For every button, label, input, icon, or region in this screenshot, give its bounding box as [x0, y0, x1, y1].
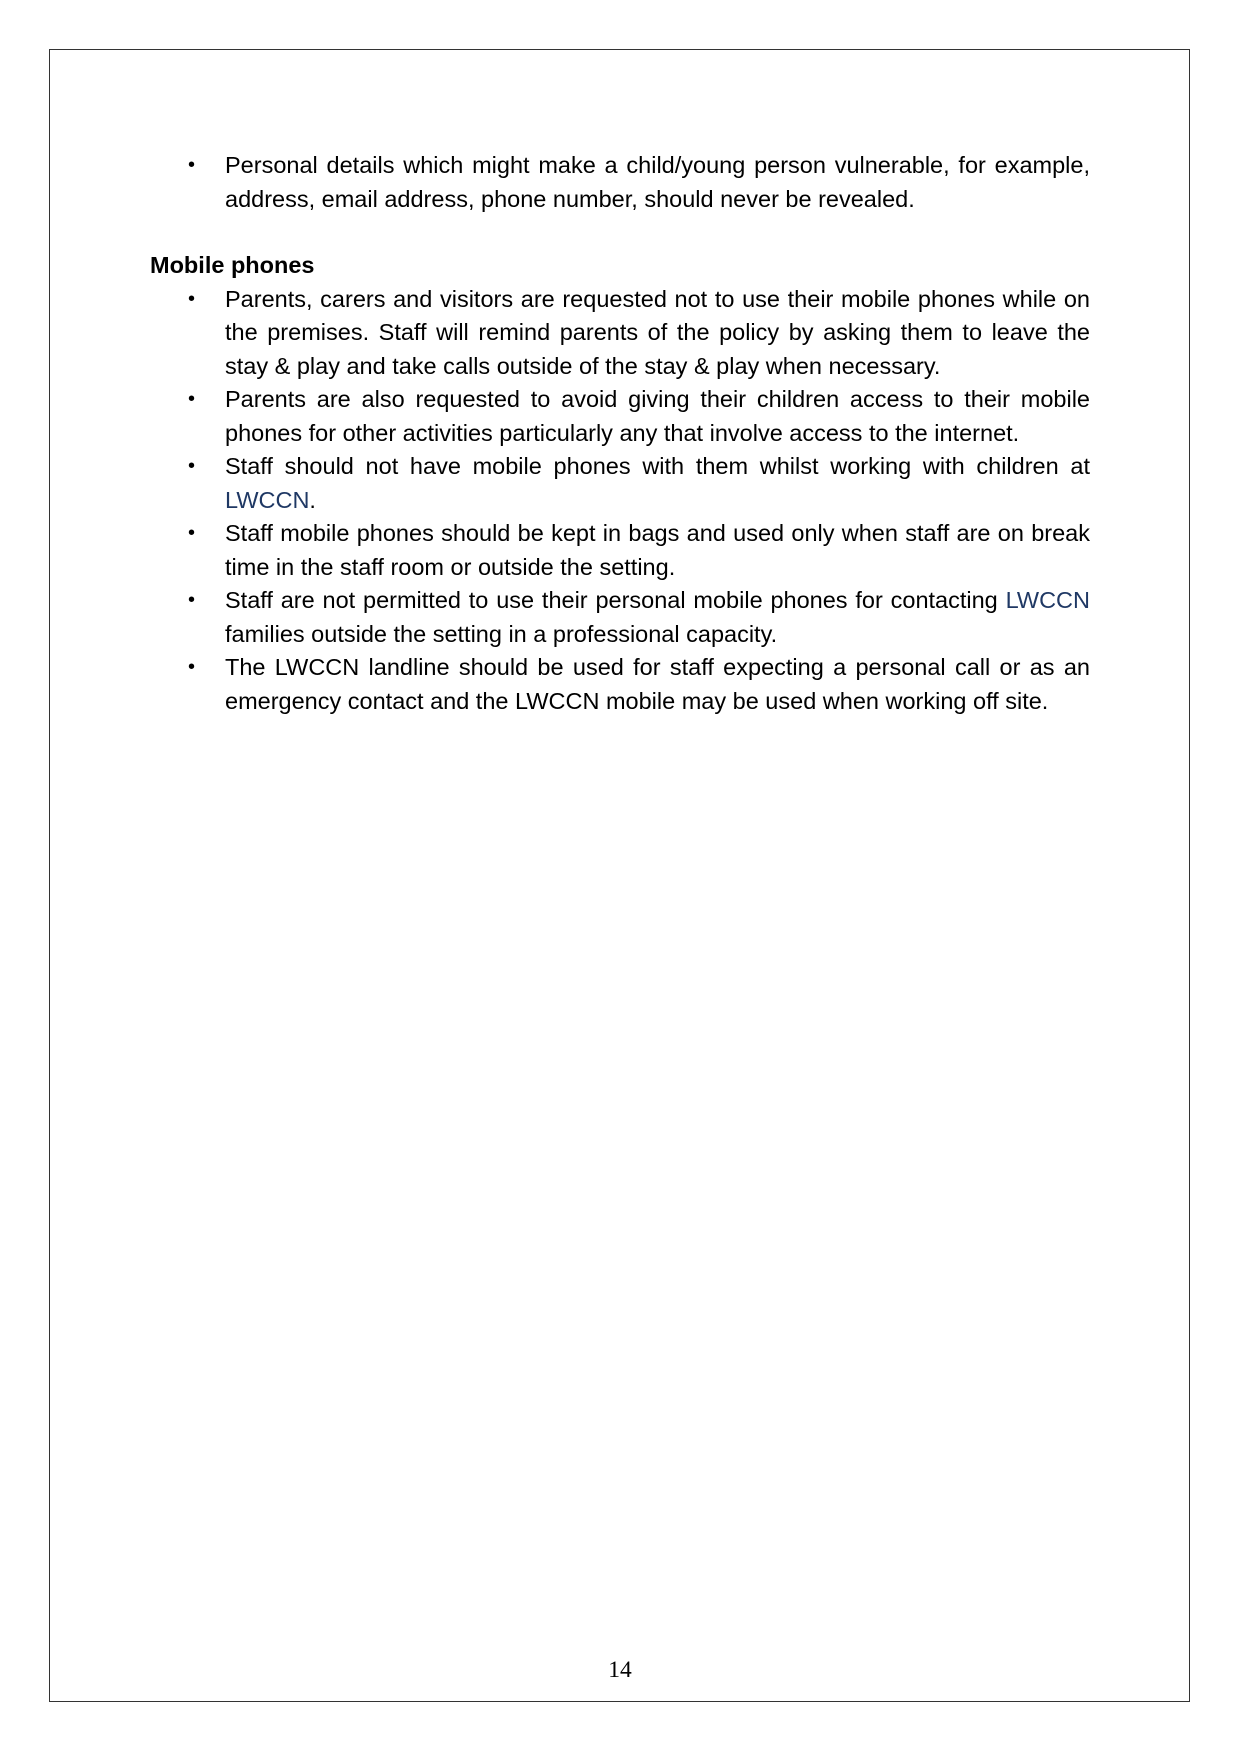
- list-item-text: Personal details which might make a child/young person vulnerable, for example, address, email address, phone number, should never be revealed.: [225, 152, 1090, 212]
- bullet-icon: •: [188, 455, 196, 477]
- list-item-text: Staff should not have mobile phones with them whilst working with children at: [225, 453, 1090, 479]
- list-item-text: The LWCCN landline should be used for staff expecting a personal call or as an emergency contact and the LWCCN mobile may be used when working off site.: [225, 654, 1090, 714]
- bullet-icon: •: [188, 522, 196, 544]
- list-item-text: Staff mobile phones should be kept in bags and used only when staff are on break time in the staff room or outside the setting.: [225, 520, 1090, 580]
- list-item-text-end: families outside the setting in a professional capacity.: [225, 620, 778, 647]
- bullet-icon: •: [188, 656, 196, 678]
- intro-list: [150, 149, 1090, 216]
- document-body: [150, 149, 1090, 718]
- list-item: [150, 651, 1090, 718]
- list-item: [150, 517, 1090, 584]
- list-item-text-end: .: [309, 486, 316, 513]
- list-item: [150, 383, 1090, 450]
- bullet-icon: •: [188, 589, 196, 611]
- list-item: [150, 283, 1090, 384]
- organisation-name-link[interactable]: LWCCN: [225, 486, 310, 513]
- list-item-text: Parents, carers and visitors are requested not to use their mobile phones while on the premises. Staff will remind parents of the policy by asking them to leave the stay & play and take calls outside of the stay & play when necessary.: [225, 285, 1090, 379]
- section-heading: Mobile phones: [150, 252, 315, 278]
- page-number: 14: [608, 1657, 632, 1683]
- list-item: [150, 584, 1090, 651]
- list-item: [150, 149, 1090, 216]
- organisation-name-link[interactable]: LWCCN: [1005, 587, 1090, 613]
- bullet-icon: •: [188, 154, 196, 176]
- list-item: [150, 450, 1090, 517]
- bullet-icon: •: [188, 388, 196, 410]
- mobile-phones-list: [150, 283, 1090, 719]
- list-item-text: Staff are not permitted to use their personal mobile phones for contacting: [225, 587, 1006, 613]
- list-item-text: Parents are also requested to avoid giving their children access to their mobile phones for other activities particularly any that involve access to the internet.: [225, 386, 1090, 446]
- bullet-icon: •: [188, 287, 196, 310]
